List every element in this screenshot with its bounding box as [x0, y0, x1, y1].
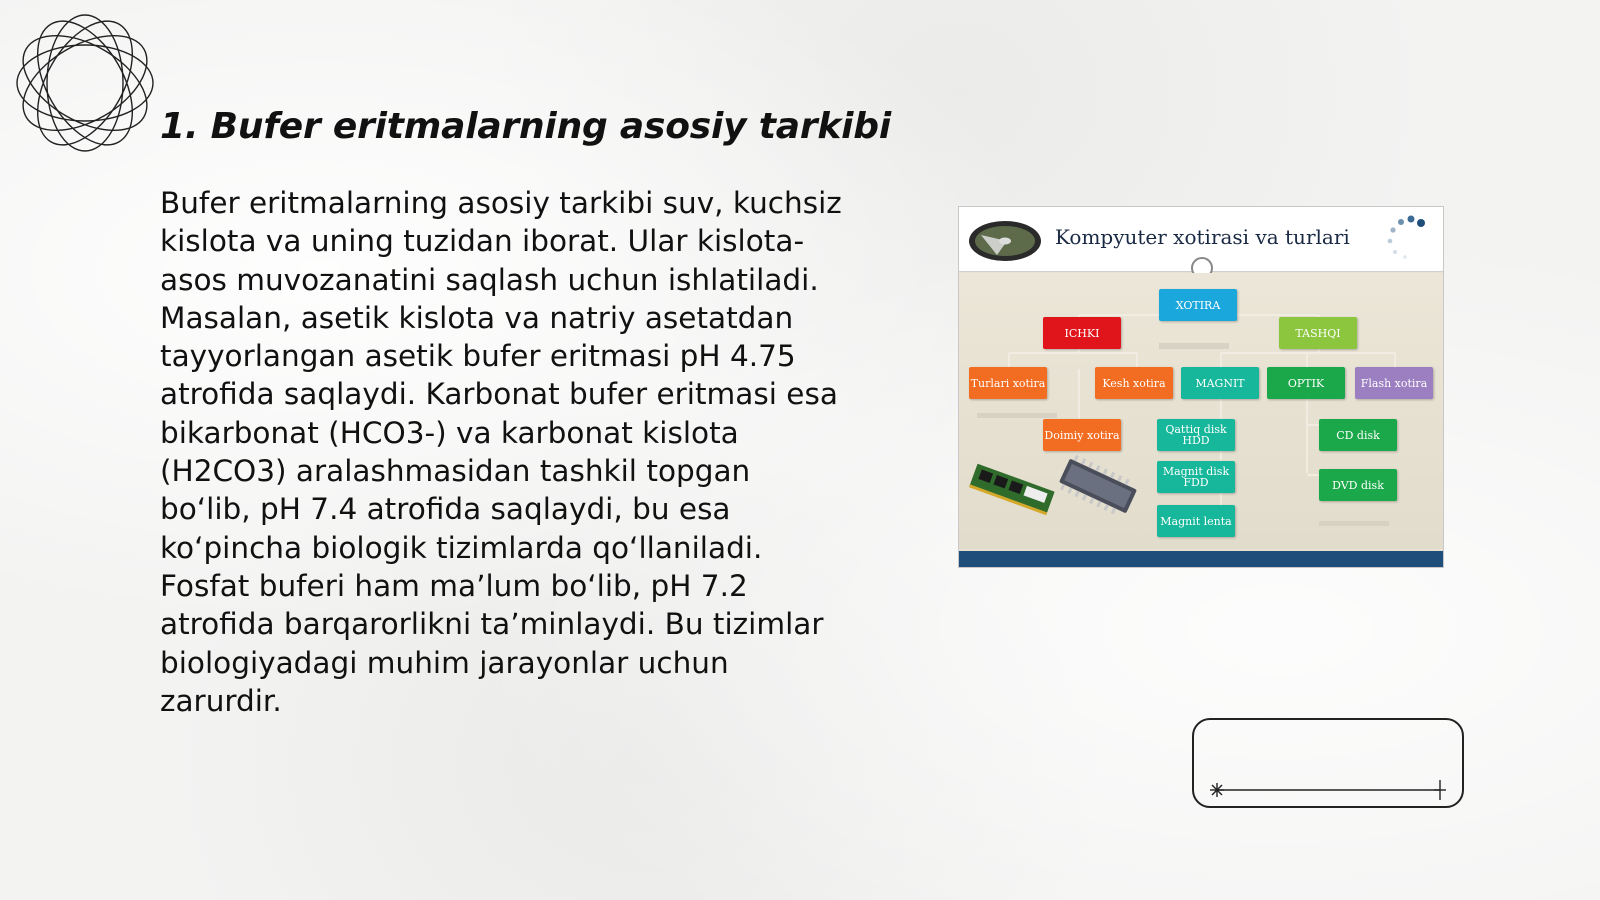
- node-dvd-disk: DVD disk: [1319, 469, 1397, 501]
- memory-chip-icon: [1055, 453, 1141, 519]
- node-turlari-xotira: Turlari xotira: [969, 367, 1047, 399]
- decorative-footer-box: [1192, 718, 1464, 808]
- sparkle-icon: [1210, 783, 1224, 797]
- figure-header: [959, 207, 1443, 272]
- node-fdd: Magnit disk FDD: [1157, 461, 1235, 493]
- node-magnit-lenta: Magnit lenta: [1157, 505, 1235, 537]
- memory-diagram-figure: [958, 206, 1444, 568]
- cd-disc-icon: [967, 215, 1043, 265]
- figure-footer-bar: [959, 551, 1443, 567]
- figure-title: Kompyuter xotirasi va turlari: [1055, 225, 1350, 249]
- node-optik: OPTIK: [1267, 367, 1345, 399]
- node-cd-disk: CD disk: [1319, 419, 1397, 451]
- node-xotira: XOTIRA: [1159, 289, 1237, 321]
- figure-body: [959, 273, 1443, 549]
- node-hdd: Qattiq disk HDD: [1157, 419, 1235, 451]
- decorative-line: [1194, 720, 1466, 810]
- node-tashqi: TASHQI: [1279, 317, 1357, 349]
- plus-star-icon: [1434, 780, 1446, 800]
- spirograph-icon: [10, 8, 160, 158]
- slide-title: 1. Bufer eritmalarning asosiy tarkibi: [160, 106, 891, 147]
- ram-module-icon: [967, 459, 1057, 519]
- slide-body-text: Bufer eritmalarning asosiy tarkibi suv, kuchsiz kislota va uning tuzidan iborat. Ular kislota-asos muvozanatini saqlash uchun ishlatiladi. Masalan, asetik kislota va natriy asetatdan tayyorlangan asetik bufer eritmasi pH 4.75 atrofida saqlaydi. Karbonat bufer eritmasi esa bikarbonat (HCO3-) va karbonat kislota (H2CO3) aralashmasidan tashkil topgan bo‘lib, pH 7.4 atrofida saqlaydi, bu esa ko‘pincha biologik tizimlarda qo‘llaniladi. Fosfat buferi ham ma’lum bo‘lib, pH 7.2 atrofida barqarorlikni ta’minlaydi. Bu tizimlar biologiyadagi muhim jarayonlar uchun zarurdir.: [160, 186, 842, 718]
- loading-dots-icon: [1381, 213, 1431, 265]
- node-flash-xotira: Flash xotira: [1355, 367, 1433, 399]
- node-kesh-xotira: Kesh xotira: [1095, 367, 1173, 399]
- node-magnit: MAGNIT: [1181, 367, 1259, 399]
- node-ichki: ICHKI: [1043, 317, 1121, 349]
- node-doimiy-xotira: Doimiy xotira: [1043, 419, 1121, 451]
